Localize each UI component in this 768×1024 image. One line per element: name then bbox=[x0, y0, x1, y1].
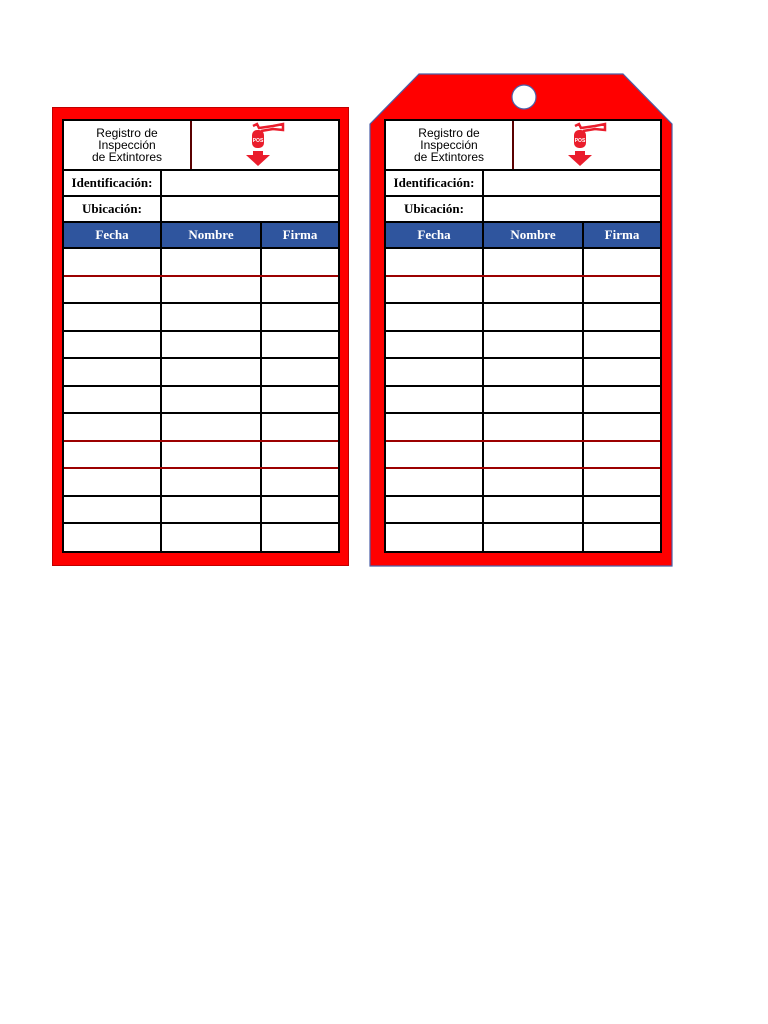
signature-cell[interactable] bbox=[262, 524, 338, 552]
signature-cell[interactable] bbox=[262, 442, 338, 468]
date-cell[interactable] bbox=[386, 469, 484, 495]
name-cell[interactable] bbox=[162, 497, 262, 523]
table-row bbox=[386, 414, 660, 442]
table-body bbox=[386, 249, 660, 552]
identification-field[interactable] bbox=[484, 171, 660, 195]
fire-extinguisher-icon bbox=[565, 122, 609, 168]
table-row bbox=[64, 387, 338, 415]
date-cell[interactable] bbox=[64, 359, 162, 385]
location-field[interactable] bbox=[162, 197, 338, 221]
date-cell[interactable] bbox=[64, 469, 162, 495]
signature-cell[interactable] bbox=[584, 524, 660, 552]
signature-cell[interactable] bbox=[584, 304, 660, 330]
fire-extinguisher-icon bbox=[243, 122, 287, 168]
hang-hole bbox=[512, 85, 536, 109]
date-cell[interactable] bbox=[386, 524, 484, 552]
table-row bbox=[386, 249, 660, 277]
table-row bbox=[64, 469, 338, 497]
date-cell[interactable] bbox=[64, 414, 162, 440]
date-cell[interactable] bbox=[386, 387, 484, 413]
date-cell[interactable] bbox=[64, 277, 162, 303]
card-header bbox=[386, 121, 660, 171]
name-cell[interactable] bbox=[162, 524, 262, 552]
location-row bbox=[64, 197, 338, 223]
inspection-card bbox=[384, 119, 662, 553]
table-header bbox=[64, 223, 338, 249]
identification-label: Identificación: bbox=[386, 171, 484, 195]
logo-area bbox=[192, 121, 338, 169]
column-header-signature: Firma bbox=[282, 227, 318, 242]
date-cell[interactable] bbox=[64, 304, 162, 330]
date-cell[interactable] bbox=[386, 332, 484, 358]
table-body bbox=[64, 249, 338, 552]
logo-text: POS bbox=[252, 138, 264, 144]
logo-text: POS bbox=[574, 138, 586, 144]
signature-cell[interactable] bbox=[584, 387, 660, 413]
table-row bbox=[386, 304, 660, 332]
location-field[interactable] bbox=[484, 197, 660, 221]
signature-cell[interactable] bbox=[584, 277, 660, 303]
table-row bbox=[64, 249, 338, 277]
date-cell[interactable] bbox=[386, 359, 484, 385]
name-cell[interactable] bbox=[484, 469, 584, 495]
date-cell[interactable] bbox=[64, 332, 162, 358]
name-cell[interactable] bbox=[162, 277, 262, 303]
column-header-date: Fecha bbox=[64, 223, 162, 247]
table-row bbox=[386, 359, 660, 387]
name-cell[interactable] bbox=[162, 414, 262, 440]
identification-row bbox=[64, 171, 338, 197]
signature-cell[interactable] bbox=[584, 249, 660, 275]
location-label: Ubicación: bbox=[64, 197, 162, 221]
table-row bbox=[64, 277, 338, 305]
column-header-signature: Firma bbox=[604, 227, 640, 242]
card-title: Registro de Inspección de Extintores bbox=[386, 121, 514, 169]
name-cell[interactable] bbox=[162, 249, 262, 275]
location-label: Ubicación: bbox=[386, 197, 484, 221]
table-row bbox=[386, 524, 660, 552]
signature-cell[interactable] bbox=[584, 332, 660, 358]
table-row bbox=[386, 332, 660, 360]
name-cell[interactable] bbox=[162, 304, 262, 330]
column-header-name: Nombre bbox=[162, 223, 262, 247]
date-cell[interactable] bbox=[386, 277, 484, 303]
signature-cell[interactable] bbox=[262, 387, 338, 413]
signature-cell[interactable] bbox=[584, 359, 660, 385]
identification-field[interactable] bbox=[162, 171, 338, 195]
date-cell[interactable] bbox=[386, 497, 484, 523]
column-header-date: Fecha bbox=[386, 223, 484, 247]
identification-label: Identificación: bbox=[64, 171, 162, 195]
name-cell[interactable] bbox=[162, 332, 262, 358]
table-row bbox=[386, 277, 660, 305]
location-row bbox=[386, 197, 660, 223]
date-cell[interactable] bbox=[64, 249, 162, 275]
date-cell[interactable] bbox=[386, 304, 484, 330]
column-header-name: Nombre bbox=[484, 223, 584, 247]
date-cell[interactable] bbox=[64, 387, 162, 413]
table-row bbox=[64, 332, 338, 360]
signature-cell[interactable] bbox=[584, 469, 660, 495]
table-row bbox=[386, 387, 660, 415]
card-title: Registro de Inspección de Extintores bbox=[64, 121, 192, 169]
name-cell[interactable] bbox=[162, 442, 262, 468]
name-cell[interactable] bbox=[484, 497, 584, 523]
name-cell[interactable] bbox=[484, 524, 584, 552]
table-row bbox=[64, 524, 338, 552]
name-cell[interactable] bbox=[484, 332, 584, 358]
signature-cell[interactable] bbox=[262, 249, 338, 275]
name-cell[interactable] bbox=[484, 277, 584, 303]
name-cell[interactable] bbox=[162, 469, 262, 495]
date-cell[interactable] bbox=[386, 249, 484, 275]
table-row bbox=[386, 497, 660, 525]
date-cell[interactable] bbox=[386, 442, 484, 468]
table-row bbox=[64, 414, 338, 442]
signature-cell[interactable] bbox=[262, 332, 338, 358]
table-row bbox=[64, 304, 338, 332]
card-header bbox=[64, 121, 338, 171]
inspection-card bbox=[62, 119, 340, 553]
name-cell[interactable] bbox=[484, 414, 584, 440]
name-cell[interactable] bbox=[484, 304, 584, 330]
signature-cell[interactable] bbox=[584, 414, 660, 440]
identification-row bbox=[386, 171, 660, 197]
signature-cell[interactable] bbox=[262, 497, 338, 523]
name-cell[interactable] bbox=[484, 359, 584, 385]
name-cell[interactable] bbox=[162, 387, 262, 413]
signature-cell[interactable] bbox=[262, 414, 338, 440]
table-row bbox=[64, 359, 338, 387]
signature-cell[interactable] bbox=[262, 277, 338, 303]
table-row bbox=[64, 497, 338, 525]
name-cell[interactable] bbox=[484, 442, 584, 468]
date-cell[interactable] bbox=[64, 524, 162, 552]
inspection-tag-left bbox=[52, 107, 350, 567]
table-row bbox=[64, 442, 338, 470]
name-cell[interactable] bbox=[484, 249, 584, 275]
signature-cell[interactable] bbox=[262, 304, 338, 330]
table-row bbox=[386, 469, 660, 497]
signature-cell[interactable] bbox=[584, 497, 660, 523]
logo-area bbox=[514, 121, 660, 169]
table-header bbox=[386, 223, 660, 249]
date-cell[interactable] bbox=[386, 414, 484, 440]
inspection-tag-right bbox=[369, 72, 674, 568]
signature-cell[interactable] bbox=[262, 469, 338, 495]
table-row bbox=[386, 442, 660, 470]
date-cell[interactable] bbox=[64, 442, 162, 468]
name-cell[interactable] bbox=[484, 387, 584, 413]
signature-cell[interactable] bbox=[262, 359, 338, 385]
name-cell[interactable] bbox=[162, 359, 262, 385]
date-cell[interactable] bbox=[64, 497, 162, 523]
signature-cell[interactable] bbox=[584, 442, 660, 468]
